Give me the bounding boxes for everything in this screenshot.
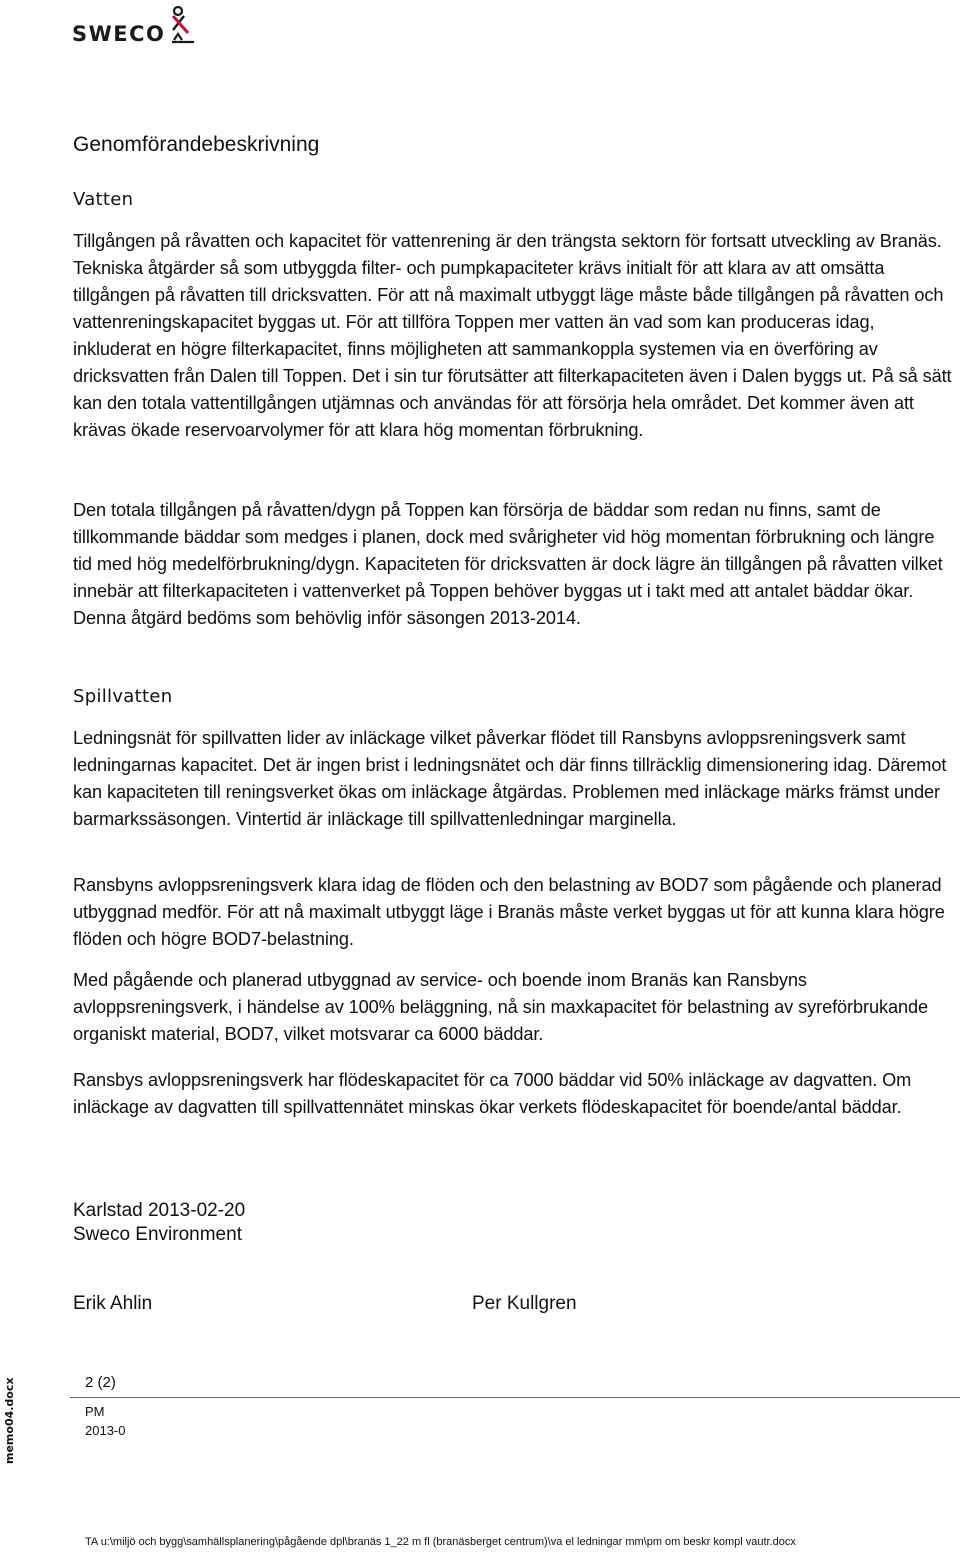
template-filename: memo04.docx [3, 1377, 16, 1464]
sweco-logo [72, 6, 212, 50]
file-path: TA u:\miljö och bygg\samhällsplanering\pågående dpl\branäs 1_22 m fl (branäsberget centrum)\va el ledningar mm\pm om beskr kompl vautr.docx [85, 1536, 796, 1548]
paragraph-spillvatten-capacity: Med pågående och planerad utbyggnad av service- och boende inom Branäs kan Ransbyns avloppsreningsverk, i händelse av 100% beläggning, nå sin maxkapacitet för belastning av syreförbrukande organiskt material, BOD7, vilket motsvarar ca 6000 bäddar. [73, 970, 929, 1044]
section-heading-vatten: Vatten [73, 189, 134, 210]
paragraph-spillvatten-bod7: Ransbyns avloppsreningsverk klara idag de flöden och den belastning av BOD7 som pågående och planerad utbyggnad medför. För att nå maximalt utbyggt läge i Branäs måste verket byggas ut för att kunna klara högre flöden och högre BOD7-belastning. [73, 875, 945, 949]
section-heading-spillvatten: Spillvatten [73, 686, 173, 707]
document-title: Genomförandebeskrivning [73, 133, 320, 156]
signer-name: Erik Ahlin [73, 1293, 153, 1314]
sweco-emblem-icon [168, 6, 198, 46]
signer-name: Per Kullgren [472, 1293, 577, 1314]
signature-place-date: Karlstad 2013-02-20 [73, 1200, 246, 1221]
logo-wordmark: SWECO [72, 22, 166, 46]
doc-date-label: 2013-0 [85, 1423, 126, 1438]
doc-type-label: PM [85, 1404, 105, 1419]
paragraph-spillvatten-network: Ledningsnät för spillvatten lider av inläckage vilket påverkar flödet till Ransbyns avloppsreningsverk samt ledningarnas kapacitet. Det är ingen brist i ledningsnätet och där finns tillräcklig dimensionering idag. Däremot kan kapaciteten till reningsverket ökas om inläckage åtgärdas. Problemen med inläckage märks främst under barmarkssäsongen. Vintertid är inläckage till spillvattenledningar marginella. [73, 728, 947, 829]
page-number: 2 (2) [85, 1374, 116, 1391]
paragraph-vatten-supply: Den totala tillgången på råvatten/dygn på Toppen kan försörja de bäddar som redan nu finns, samt de tillkommande bäddar som medges i planen, dock med svårigheter vid hög momentan förbrukning och längre tid med hög medelförbrukning/dygn. Kapaciteten för dricksvatten är dock lägre än tillgången på råvatten vilket innebär att filterkapaciteten i vattenverket på Toppen behöver byggas ut i takt med att antalet bäddar ökar. Denna åtgärd bedöms som behövlig inför säsongen 2013-2014. [73, 500, 943, 628]
paragraph-vatten-capacity: Tillgången på råvatten och kapacitet för vattenrening är den trängsta sektorn för fortsatt utveckling av Branäs. Tekniska åtgärder så som utbyggda filter- och pumpkapaciteter krävs initialt för att klara av att omsätta tillgången på råvatten till dricksvatten. För att nå maximalt utbyggt läge måste både tillgången på råvatten och vattenreningskapacitet byggas ut. För att tillföra Toppen mer vatten än vad som kan produceras idag, inkluderat en högre filterkapacitet, finns möjligheten att sammankoppla systemen via en överföring av dricksvatten från Dalen till Toppen. Det i sin tur förutsätter att filterkapaciteten även i Dalen byggs ut. På så sätt kan den totala vattentillgången utjämnas och användas för att försörja hela området. Det kommer även att krävas ökade reservoarvolymer för att klara hög momentan förbrukning. [73, 231, 952, 440]
paragraph-spillvatten-flow: Ransbys avloppsreningsverk har flödeskapacitet för ca 7000 bäddar vid 50% inläckage av dagvatten. Om inläckage av dagvatten till spillvattennätet minskas ökar verkets flödeskapacitet för boende/antal bäddar. [73, 1070, 912, 1117]
footer-divider [70, 1397, 960, 1398]
signature-company: Sweco Environment [73, 1224, 242, 1245]
